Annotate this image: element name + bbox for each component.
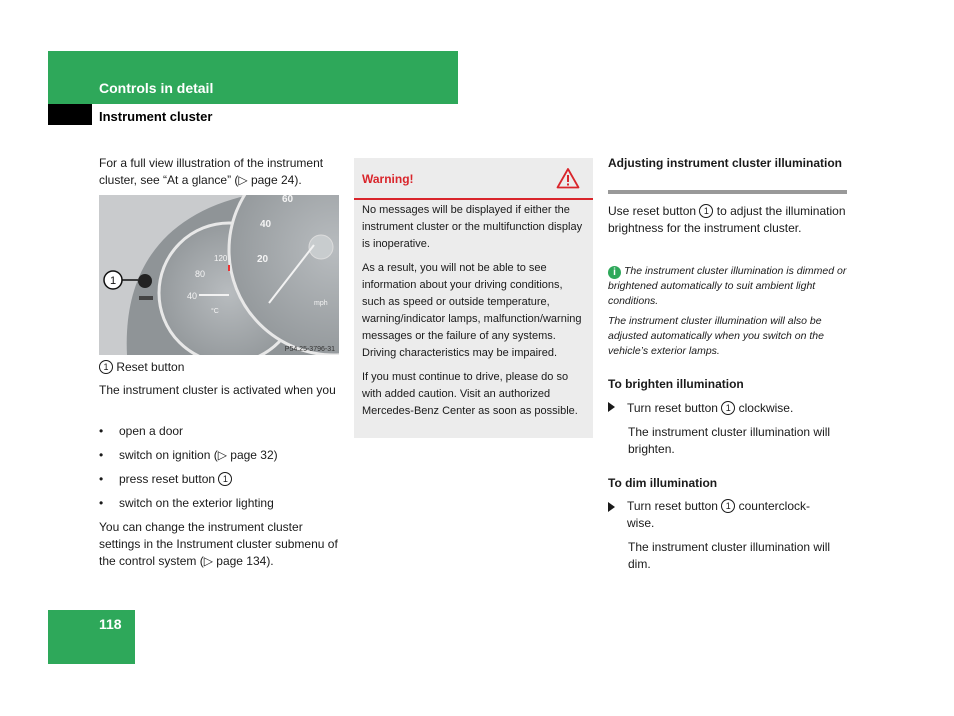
list-item <box>99 471 339 488</box>
warning-body <box>362 202 588 427</box>
warning-paragraph-1: No messages will be displayed if either the instrument cluster or the multifunction display is inoperative. <box>362 204 583 250</box>
illumination-heading: Adjusting instrument cluster illumination <box>608 156 843 170</box>
dim-heading: To dim illumination <box>608 476 718 490</box>
step-arrow-icon <box>608 402 615 412</box>
usage-number: 1 <box>699 204 713 218</box>
sub-title: Instrument cluster <box>99 109 213 124</box>
activated-intro: The instrument cluster is activated when you <box>99 383 336 397</box>
change-settings-text: You can change the instrument cluster settings in the Instrument cluster submenu of the control system (▷ page 134). <box>99 520 338 568</box>
bullet-number: 1 <box>218 472 232 486</box>
brighten-step: Turn reset button 1 clockwise. <box>608 400 848 417</box>
speed-label-40: 40 <box>260 219 272 230</box>
intro-text: For a full view illustration of the instrument cluster, see “At a glance” (▷ page 24). <box>99 156 324 187</box>
figure-code: P54.25-3796-31 <box>284 346 335 353</box>
info-note-1: i The instrument cluster illumination is dimmed or brightened automatically to suit ambient light conditions. <box>608 265 847 307</box>
gauge-label-120: 120 <box>214 254 228 263</box>
warning-paragraph-3: If you must continue to drive, please do so with added caution. Visit an authorized Mercedes-Benz Center as soon as possible. <box>362 371 578 417</box>
bullet-symbol: • <box>99 496 104 510</box>
warning-label: Warning! <box>362 172 414 186</box>
dim-number: 1 <box>721 499 735 513</box>
brighten-result: The instrument cluster illumination will brighten. <box>628 425 831 456</box>
warning-box <box>354 158 593 438</box>
heading-rule <box>608 190 847 194</box>
instrument-cluster-figure <box>99 195 339 355</box>
gauge-label-40: 40 <box>187 291 198 301</box>
bullet-symbol: • <box>99 424 104 438</box>
list-item <box>99 495 339 512</box>
speed-label-20: 20 <box>257 254 269 265</box>
info-note-2: The instrument cluster illumination will also be adjusted automatically when you switch on the vehicle’s exterior lamps. <box>608 315 824 357</box>
bullet-text: press reset button <box>119 472 216 486</box>
bullet-symbol: • <box>99 472 104 486</box>
figure-callout: 1 <box>109 275 117 287</box>
warning-header <box>354 158 593 200</box>
speed-unit: mph <box>314 300 328 307</box>
section-title: Controls in detail <box>99 80 214 96</box>
list-item <box>99 447 339 464</box>
caption-text: Reset button <box>116 360 185 374</box>
figure-caption <box>99 359 339 376</box>
reset-button-usage: Use reset button 1 to adjust the illumination brightness for the instrument cluster. <box>608 204 846 235</box>
gauge-label-80: 80 <box>195 269 206 279</box>
warning-paragraph-2: As a result, you will not be able to see information about your driving conditions, such as speed or outside temperature, warning/indicator lamps, malfunction/warning messages or the failure of any systems. Driving characteristics may be impaired. <box>362 262 582 359</box>
warning-triangle-icon <box>556 167 580 189</box>
section-marker <box>48 104 92 125</box>
bullet-symbol: • <box>99 448 104 462</box>
bullet-text: switch on the exterior lighting <box>119 496 274 510</box>
brighten-heading: To brighten illumination <box>608 377 744 391</box>
header-band <box>48 51 458 104</box>
page-number: 118 <box>99 616 122 632</box>
bullet-text: open a door <box>119 424 184 438</box>
speed-label-60: 60 <box>282 195 294 205</box>
temp-unit: °C <box>211 308 219 315</box>
list-item <box>99 423 339 440</box>
instrument-cluster-illustration <box>99 195 339 355</box>
brighten-number: 1 <box>721 401 735 415</box>
dim-step: Turn reset button 1 counterclock-wise. <box>608 498 848 532</box>
step-arrow-icon <box>608 502 615 512</box>
caption-number: 1 <box>99 360 113 374</box>
bullet-text: switch on ignition (▷ page 32) <box>119 448 278 462</box>
info-icon: i <box>608 266 621 279</box>
dim-result: The instrument cluster illumination will dim. <box>628 540 831 571</box>
